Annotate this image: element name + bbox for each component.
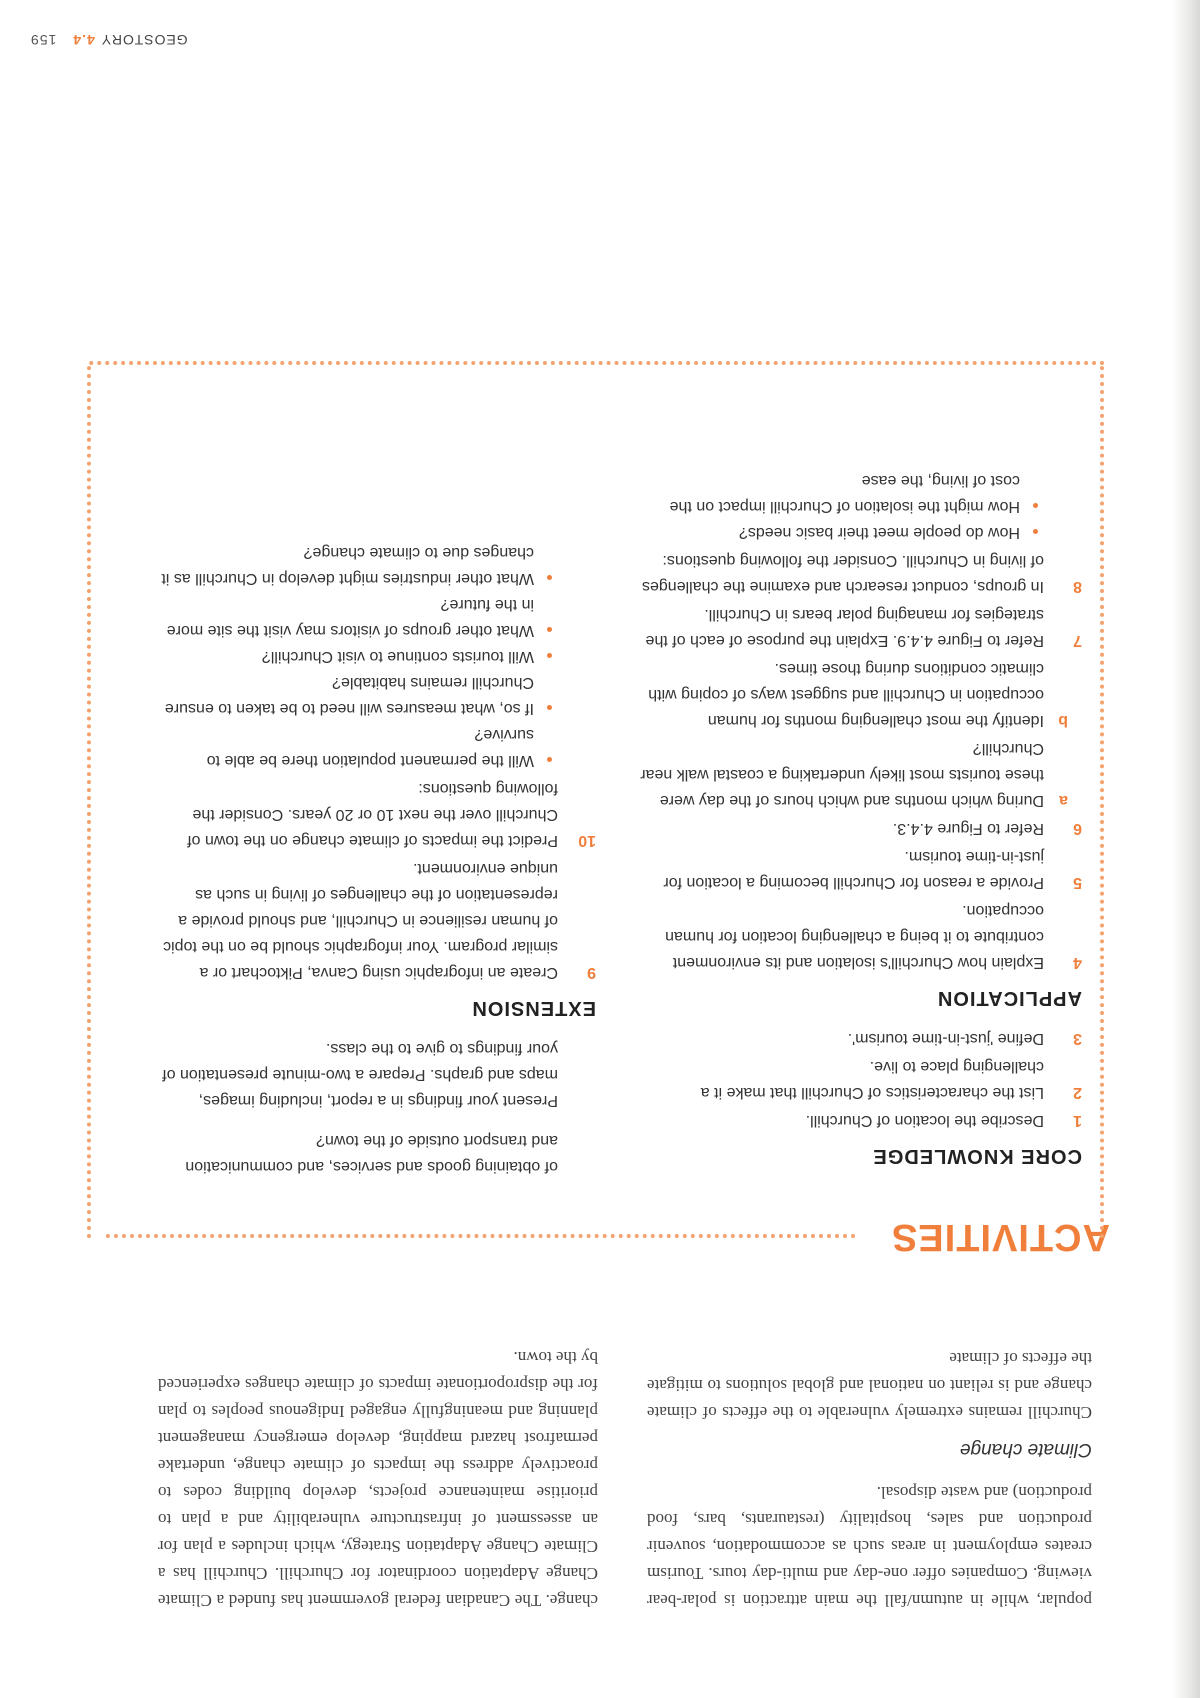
question-2 bbox=[636, 1053, 1082, 1105]
question-10-bullet-3: Will tourists continue to visit Churchill? bbox=[161, 643, 596, 669]
question-3 bbox=[636, 1025, 1082, 1051]
question-text: List the characteristics of Churchill that make it a challenging place to live. bbox=[700, 1058, 1044, 1101]
question-text: Refer to Figure 4.4.3. bbox=[892, 820, 1044, 837]
running-header bbox=[30, 24, 210, 48]
question-number: 7 bbox=[1073, 632, 1082, 649]
question-text: In groups, conduct research and examine the challenges of living in Churchill. Consider the following questions: bbox=[641, 552, 1044, 595]
question-text: During which months and which hours of the day were these tourists most likely undertaking a coastal walk near Churchill? bbox=[640, 740, 1044, 809]
question-8-bullet-1: How do people meet their basic needs? bbox=[636, 519, 1082, 545]
body-column-left bbox=[647, 1333, 1092, 1614]
question-6a bbox=[636, 735, 1082, 813]
sub-letter: b bbox=[1058, 712, 1068, 729]
question-7 bbox=[636, 601, 1082, 653]
question-5 bbox=[636, 843, 1082, 895]
question-10 bbox=[161, 775, 596, 853]
question-8-presentation: Present your findings in a report, including images, maps and graphs. Prepare a two-minute presentation of your findings to give to the class. bbox=[162, 1040, 558, 1109]
dotted-border-top bbox=[105, 1234, 855, 1238]
question-10-bullet-1: Will the permanent population there be able to survive? bbox=[161, 721, 596, 773]
question-text: Identify the most challenging months for human occupation in Churchill and suggest ways of coping with climatic conditions during those times. bbox=[648, 660, 1044, 729]
question-6 bbox=[636, 815, 1082, 841]
dotted-border-bottom bbox=[88, 361, 1104, 365]
extension-heading: EXTENSION bbox=[471, 997, 596, 1019]
question-number: 2 bbox=[1073, 1084, 1082, 1101]
section-number: 4.4 bbox=[72, 32, 95, 48]
question-8-bullet-2: How might the isolation of Churchill impact on the cost of living, the ease bbox=[636, 467, 1082, 519]
body-column-right bbox=[158, 1332, 598, 1614]
application-heading: APPLICATION bbox=[936, 987, 1082, 1009]
question-text: Create an infographic using Canva, Piktochart or a similar program. Your infographic should be on the topic of human resilience in Churchill, and should provide a representation of the challenges of living in such as unique environment. bbox=[163, 860, 558, 981]
question-10-bullet-5: What other industries might develop in Churchill as it changes due to climate change? bbox=[161, 539, 596, 591]
question-number: 10 bbox=[578, 832, 596, 849]
question-8-bullet-continued: of obtaining goods and services, and communication and transport outside of the town? bbox=[185, 1132, 558, 1175]
dotted-border-left bbox=[1100, 365, 1104, 1238]
activities-column-right bbox=[161, 539, 596, 1183]
book-title: GEOSTORY bbox=[100, 32, 188, 48]
question-text: Explain how Churchill's isolation and its environment contribute to it being a challenging location for human occupation. bbox=[665, 902, 1044, 971]
question-text: Define 'just-in-time tourism'. bbox=[847, 1030, 1044, 1047]
question-1 bbox=[636, 1107, 1082, 1133]
question-text: Predict the impacts of climate change on the town of Churchill over the next 10 or 20 years. Consider the following questions: bbox=[187, 780, 558, 849]
question-6b bbox=[636, 655, 1082, 733]
question-number: 6 bbox=[1073, 820, 1082, 837]
question-8 bbox=[636, 547, 1082, 599]
question-text: Describe the location of Churchill. bbox=[805, 1112, 1044, 1129]
climate-paragraph: Churchill remains extremely vulnerable to the effects of climate change and is reliant on national and global solutions to mitigate the effects of climate bbox=[647, 1349, 1092, 1422]
question-4 bbox=[636, 897, 1082, 975]
question-number: 4 bbox=[1073, 954, 1082, 971]
question-9 bbox=[161, 855, 596, 985]
question-text: Refer to Figure 4.4.9. Explain the purpose of each of the strategies for managing polar bears in Churchill. bbox=[645, 606, 1044, 649]
core-knowledge-heading: CORE KNOWLEDGE bbox=[872, 1145, 1082, 1167]
question-text: Provide a reason for Churchill becoming a location for just-in-time tourism. bbox=[663, 848, 1044, 891]
question-number: 8 bbox=[1073, 578, 1082, 595]
activities-title: ACTIVITIES bbox=[890, 1216, 1110, 1258]
tourism-paragraph: popular, while in autumn/fall the main attraction is polar-bear viewing. Companies offer one-day and multi-day tours. Tourism creates employment in areas such as accommodation, souvenir production and sales, hospitality (restaurants, bars, food production) and waste disposal. bbox=[647, 1483, 1092, 1610]
question-number: 1 bbox=[1073, 1112, 1082, 1129]
question-number: 9 bbox=[587, 964, 596, 981]
activities-column-left bbox=[636, 467, 1082, 1183]
question-10-bullet-4: What other groups of visitors may visit the site more in the future? bbox=[161, 591, 596, 643]
question-number: 5 bbox=[1073, 874, 1082, 891]
question-number: 3 bbox=[1073, 1030, 1082, 1047]
sub-letter: a bbox=[1059, 792, 1068, 809]
climate-change-heading: Climate change bbox=[959, 1439, 1092, 1460]
page-number: 159 bbox=[30, 32, 57, 48]
dotted-border-right bbox=[87, 365, 91, 1238]
question-10-bullet-2: If so, what measures will need to be taken to ensure Churchill remains habitable? bbox=[161, 669, 596, 721]
climate-paragraph-continued: change. The Canadian federal government has funded a Climate Change Adaptation coordinator for Churchill. Churchill has a Climate Change Adaptation Strategy, which includes a plan for an assessment of infrastructure vulnerability and a plan to prioritise maintenance projects, develop building codes to proactively address the impacts of climate change, undertake permafrost hazard mapping, develop emergency management planning and meaningfully engaged Indigenous peoples to plan for the disproportionate impacts of climate changes experienced by the town. bbox=[158, 1348, 598, 1610]
